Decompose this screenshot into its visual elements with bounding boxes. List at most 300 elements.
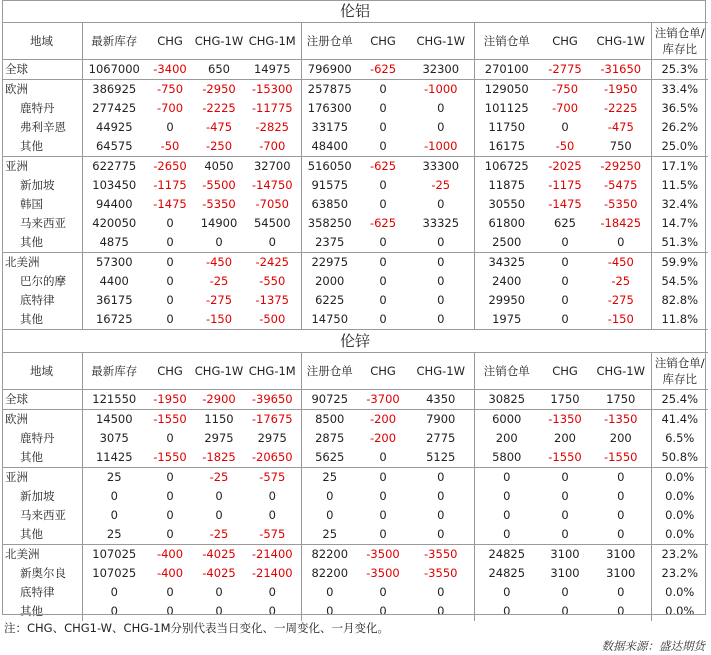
value-cell: 0 bbox=[244, 233, 301, 253]
value-cell: 0 bbox=[146, 525, 194, 545]
value-cell: -750 bbox=[551, 82, 579, 96]
value-cell: 6000 bbox=[474, 410, 539, 430]
table-row bbox=[2, 487, 708, 506]
value-cell: 16175 bbox=[474, 137, 539, 157]
value-cell: 0 bbox=[166, 431, 174, 445]
value-cell: 0 bbox=[561, 312, 569, 326]
header-row bbox=[2, 353, 708, 390]
value-cell: 200 bbox=[609, 431, 632, 445]
value-cell: 1750 bbox=[591, 390, 651, 410]
value-cell: 34325 bbox=[474, 253, 539, 273]
value-cell: 0 bbox=[166, 216, 174, 230]
value-cell: 6225 bbox=[301, 291, 358, 310]
value-cell: -3400 bbox=[146, 60, 194, 80]
value-cell: -25 bbox=[611, 274, 631, 288]
value-cell: -17675 bbox=[251, 412, 293, 426]
table-row bbox=[2, 80, 708, 100]
value-cell: 24825 bbox=[474, 545, 539, 565]
value-cell: 622775 bbox=[82, 157, 146, 177]
table-title-row bbox=[2, 330, 708, 353]
table-title: 伦铝 bbox=[2, 0, 708, 23]
region-cell: 新奥尔良 bbox=[20, 566, 66, 580]
value-cell: 33325 bbox=[422, 216, 460, 230]
value-cell: 0 bbox=[379, 312, 387, 326]
value-cell: -1350 bbox=[604, 412, 638, 426]
value-cell: -450 bbox=[205, 255, 233, 269]
value-cell: -2025 bbox=[548, 159, 582, 173]
value-cell: 516050 bbox=[301, 157, 358, 177]
value-cell: -1000 bbox=[408, 137, 474, 157]
value-cell: 0.0% bbox=[651, 506, 708, 525]
value-cell: 23.2% bbox=[651, 564, 708, 583]
value-cell: 4875 bbox=[82, 233, 146, 253]
value-cell: 0 bbox=[437, 470, 445, 484]
value-cell: 32300 bbox=[408, 60, 474, 80]
value-cell: 0 bbox=[301, 506, 358, 525]
region-cell: 全球 bbox=[2, 390, 82, 410]
value-cell: 5625 bbox=[301, 448, 358, 468]
value-cell: -200 bbox=[369, 412, 397, 426]
value-cell: 0 bbox=[194, 233, 244, 253]
value-cell: 0 bbox=[166, 508, 174, 522]
value-cell: 14750 bbox=[301, 310, 358, 330]
value-cell: 0 bbox=[437, 604, 445, 618]
value-cell: -150 bbox=[205, 312, 233, 326]
value-cell: -11775 bbox=[251, 101, 293, 115]
value-cell: 101125 bbox=[474, 99, 539, 118]
data-source: 数据来源：盛达期货 bbox=[601, 639, 705, 653]
value-cell: -1825 bbox=[194, 448, 244, 468]
column-header: CHG-1W bbox=[408, 23, 474, 60]
table-row bbox=[2, 410, 708, 430]
value-cell: 0.0% bbox=[651, 583, 708, 602]
value-cell: 0 bbox=[301, 602, 358, 621]
value-cell: 0 bbox=[379, 293, 387, 307]
region-cell: 弗利辛恩 bbox=[20, 120, 66, 134]
value-cell: -1550 bbox=[591, 448, 651, 468]
value-cell: -625 bbox=[358, 60, 408, 80]
value-cell: -1475 bbox=[153, 197, 187, 211]
value-cell: 420050 bbox=[82, 214, 146, 233]
region-cell: 马来西亚 bbox=[20, 508, 66, 522]
table-row bbox=[2, 545, 708, 565]
column-header: CHG bbox=[358, 353, 408, 390]
value-cell: 44925 bbox=[82, 118, 146, 137]
column-header: CHG-1W bbox=[194, 23, 244, 60]
value-cell: 0 bbox=[358, 137, 408, 157]
value-cell: 0 bbox=[561, 508, 569, 522]
value-cell: 0 bbox=[539, 525, 591, 545]
value-cell: 0.0% bbox=[651, 525, 708, 545]
value-cell: -25 bbox=[431, 178, 451, 192]
value-cell: 0 bbox=[379, 178, 387, 192]
column-header: 注销仓单/库存比 bbox=[651, 353, 708, 390]
table-row bbox=[2, 448, 708, 468]
value-cell: -3500 bbox=[366, 566, 400, 580]
value-cell: 650 bbox=[194, 60, 244, 80]
value-cell: -475 bbox=[205, 120, 233, 134]
value-cell: 0 bbox=[561, 489, 569, 503]
value-cell: 0 bbox=[437, 197, 445, 211]
value-cell: 32.4% bbox=[651, 195, 708, 214]
value-cell: 14.7% bbox=[651, 214, 708, 233]
value-cell: 33.4% bbox=[651, 80, 708, 100]
value-cell: 11.8% bbox=[651, 310, 708, 330]
column-header: CHG-1W bbox=[194, 353, 244, 390]
value-cell: 0 bbox=[561, 604, 569, 618]
value-cell: 0 bbox=[591, 525, 651, 545]
value-cell: -575 bbox=[244, 525, 301, 545]
value-cell: -2225 bbox=[604, 101, 638, 115]
value-cell: 0 bbox=[437, 293, 445, 307]
value-cell: 0 bbox=[166, 489, 174, 503]
value-cell: 0 bbox=[379, 255, 387, 269]
value-cell: -1175 bbox=[153, 178, 187, 192]
column-header: CHG-1W bbox=[591, 23, 651, 60]
value-cell: -50 bbox=[146, 137, 194, 157]
value-cell: -18425 bbox=[600, 216, 642, 230]
column-header: CHG-1M bbox=[244, 23, 301, 60]
value-cell: 0.0% bbox=[651, 468, 708, 488]
region-cell: 亚洲 bbox=[5, 470, 28, 484]
value-cell: 2975 bbox=[257, 431, 287, 445]
value-cell: -625 bbox=[369, 159, 397, 173]
table-row bbox=[2, 602, 708, 621]
value-cell: 17.1% bbox=[651, 157, 708, 177]
region-cell: 底特律 bbox=[20, 293, 55, 307]
value-cell: 0 bbox=[379, 508, 387, 522]
value-cell: 25.3% bbox=[651, 60, 708, 80]
table-row bbox=[2, 272, 708, 291]
value-cell: 25 bbox=[301, 525, 358, 545]
value-cell: 54500 bbox=[253, 216, 291, 230]
value-cell: 0 bbox=[474, 487, 539, 506]
value-cell: -7050 bbox=[255, 197, 289, 211]
table-row bbox=[2, 310, 708, 330]
value-cell: 0 bbox=[561, 274, 569, 288]
value-cell: 1750 bbox=[539, 390, 591, 410]
value-cell: 22975 bbox=[301, 253, 358, 273]
value-cell: 121550 bbox=[82, 390, 146, 410]
region-cell: 其他 bbox=[2, 448, 82, 468]
region-cell: 底特律 bbox=[20, 585, 55, 599]
value-cell: 0 bbox=[215, 508, 223, 522]
table-row bbox=[2, 233, 708, 253]
value-cell: 0 bbox=[474, 506, 539, 525]
value-cell: 57300 bbox=[82, 253, 146, 273]
value-cell: -21400 bbox=[251, 566, 293, 580]
table-row bbox=[2, 118, 708, 137]
value-cell: -3500 bbox=[366, 547, 400, 561]
value-cell: -1475 bbox=[548, 197, 582, 211]
value-cell: 11875 bbox=[474, 176, 539, 195]
value-cell: 0 bbox=[82, 487, 146, 506]
value-cell: -25 bbox=[209, 470, 229, 484]
table-title: 伦锌 bbox=[2, 330, 708, 353]
value-cell: 30825 bbox=[474, 390, 539, 410]
value-cell: 2500 bbox=[474, 233, 539, 253]
value-cell: 2775 bbox=[426, 431, 456, 445]
value-cell: 61800 bbox=[474, 214, 539, 233]
value-cell: 0 bbox=[408, 525, 474, 545]
value-cell: 59.9% bbox=[651, 253, 708, 273]
table-row bbox=[2, 429, 708, 448]
column-header: CHG bbox=[146, 23, 194, 60]
column-header: 最新库存 bbox=[82, 353, 146, 390]
table-row bbox=[2, 176, 708, 195]
value-cell: 11750 bbox=[474, 118, 539, 137]
region-cell: 马来西亚 bbox=[20, 216, 66, 230]
value-cell: 48400 bbox=[301, 137, 358, 157]
value-cell: -14750 bbox=[251, 178, 293, 192]
value-cell: 0 bbox=[268, 489, 276, 503]
value-cell: -1550 bbox=[146, 448, 194, 468]
value-cell: 3100 bbox=[550, 547, 580, 561]
value-cell: 29950 bbox=[474, 291, 539, 310]
region-cell: 新加坡 bbox=[20, 178, 55, 192]
value-cell: 82.8% bbox=[651, 291, 708, 310]
value-cell: 0 bbox=[561, 293, 569, 307]
value-cell: 0 bbox=[437, 101, 445, 115]
value-cell: 200 bbox=[554, 431, 576, 445]
region-cell: 鹿特丹 bbox=[20, 431, 55, 445]
value-cell: 0 bbox=[437, 508, 445, 522]
column-header: CHG bbox=[146, 353, 194, 390]
region-cell: 韩国 bbox=[20, 197, 43, 211]
region-cell: 新加坡 bbox=[20, 489, 55, 503]
table-row bbox=[2, 468, 708, 488]
value-cell: -29250 bbox=[600, 159, 642, 173]
value-cell: 0 bbox=[437, 585, 445, 599]
value-cell: -1350 bbox=[548, 412, 582, 426]
value-cell: 4350 bbox=[408, 390, 474, 410]
value-cell: 1150 bbox=[204, 412, 234, 426]
column-header: 最新库存 bbox=[82, 23, 146, 60]
value-cell: -4025 bbox=[202, 566, 236, 580]
value-cell: 103450 bbox=[82, 176, 146, 195]
value-cell: 33300 bbox=[422, 159, 460, 173]
region-cell: 其他 bbox=[2, 233, 82, 253]
value-cell: 82200 bbox=[301, 545, 358, 565]
value-cell: -3700 bbox=[358, 390, 408, 410]
value-cell: -2950 bbox=[202, 82, 236, 96]
value-cell: -575 bbox=[259, 470, 286, 484]
value-cell: 0 bbox=[561, 255, 569, 269]
value-cell: -1375 bbox=[255, 293, 289, 307]
region-cell: 亚洲 bbox=[5, 159, 28, 173]
value-cell: 0 bbox=[474, 468, 539, 488]
value-cell: 11425 bbox=[82, 448, 146, 468]
value-cell: 2875 bbox=[301, 429, 358, 448]
value-cell: -450 bbox=[607, 255, 634, 269]
value-cell: 8500 bbox=[301, 410, 358, 430]
value-cell: -250 bbox=[194, 137, 244, 157]
table-row bbox=[2, 291, 708, 310]
value-cell: -2650 bbox=[153, 159, 187, 173]
value-cell: 64575 bbox=[82, 137, 146, 157]
column-header: 注销仓单 bbox=[474, 353, 539, 390]
value-cell: -1950 bbox=[146, 390, 194, 410]
value-cell: -5350 bbox=[604, 197, 638, 211]
value-cell: -50 bbox=[539, 137, 591, 157]
value-cell: 0 bbox=[166, 274, 174, 288]
value-cell: 26.2% bbox=[651, 118, 708, 137]
value-cell: -31650 bbox=[591, 60, 651, 80]
region-cell: 全球 bbox=[2, 60, 82, 80]
value-cell: -5350 bbox=[202, 197, 236, 211]
value-cell: 0 bbox=[215, 489, 223, 503]
value-cell: 1067000 bbox=[82, 60, 146, 80]
value-cell: -2225 bbox=[202, 101, 236, 115]
column-header: CHG-1W bbox=[591, 353, 651, 390]
value-cell: 33175 bbox=[301, 118, 358, 137]
value-cell: 50.8% bbox=[651, 448, 708, 468]
value-cell: 0 bbox=[358, 233, 408, 253]
value-cell: 25 bbox=[301, 468, 358, 488]
value-cell: 750 bbox=[591, 137, 651, 157]
value-cell: 41.4% bbox=[651, 410, 708, 430]
value-cell: 2000 bbox=[301, 272, 358, 291]
value-cell: 14975 bbox=[244, 60, 301, 80]
table-row bbox=[2, 195, 708, 214]
value-cell: -700 bbox=[551, 101, 579, 115]
value-cell: 54.5% bbox=[651, 272, 708, 291]
value-cell: -15300 bbox=[251, 82, 293, 96]
value-cell: -2825 bbox=[255, 120, 289, 134]
value-cell: -275 bbox=[205, 293, 233, 307]
value-cell: 7900 bbox=[426, 412, 456, 426]
value-cell: -700 bbox=[244, 137, 301, 157]
value-cell: 14500 bbox=[82, 410, 146, 430]
region-cell: 其他 bbox=[20, 312, 43, 326]
value-cell: 0 bbox=[358, 525, 408, 545]
value-cell: 5125 bbox=[408, 448, 474, 468]
value-cell: -1550 bbox=[153, 412, 187, 426]
table-row bbox=[2, 60, 708, 80]
value-cell: 0 bbox=[268, 508, 276, 522]
value-cell: 0 bbox=[301, 487, 358, 506]
value-cell: 0 bbox=[379, 585, 387, 599]
value-cell: 0 bbox=[437, 120, 445, 134]
region-cell: 鹿特丹 bbox=[20, 101, 55, 115]
value-cell: 0 bbox=[215, 604, 223, 618]
column-header: CHG bbox=[358, 23, 408, 60]
value-cell: 0.0% bbox=[651, 602, 708, 621]
region-cell: 北美洲 bbox=[5, 255, 40, 269]
value-cell: 25.4% bbox=[651, 390, 708, 410]
value-cell: -5475 bbox=[604, 178, 638, 192]
value-cell: 11.5% bbox=[651, 176, 708, 195]
value-cell: -25 bbox=[194, 525, 244, 545]
value-cell: 4400 bbox=[82, 272, 146, 291]
table-title-row bbox=[2, 0, 708, 23]
region-cell: 巴尔的摩 bbox=[20, 274, 66, 288]
value-cell: 0 bbox=[617, 585, 625, 599]
value-cell: 277425 bbox=[82, 99, 146, 118]
value-cell: 0 bbox=[166, 470, 174, 484]
value-cell: 36175 bbox=[82, 291, 146, 310]
value-cell: 16725 bbox=[82, 310, 146, 330]
value-cell: 82200 bbox=[301, 564, 358, 583]
column-header: 注销仓单/库存比 bbox=[651, 23, 708, 60]
value-cell: 0.0% bbox=[651, 487, 708, 506]
value-cell: 0 bbox=[166, 255, 174, 269]
table-row bbox=[2, 506, 708, 525]
value-cell: 1975 bbox=[474, 310, 539, 330]
value-cell: 0 bbox=[215, 585, 223, 599]
region-cell: 欧洲 bbox=[5, 412, 28, 426]
value-cell: 0 bbox=[358, 448, 408, 468]
value-cell: 3100 bbox=[606, 566, 636, 580]
value-cell: 0 bbox=[379, 120, 387, 134]
header-row bbox=[2, 23, 708, 60]
column-header: CHG-1M bbox=[244, 353, 301, 390]
value-cell: 0 bbox=[379, 604, 387, 618]
value-cell: -475 bbox=[607, 120, 634, 134]
value-cell: 30550 bbox=[474, 195, 539, 214]
value-cell: 0 bbox=[379, 82, 387, 96]
table-row bbox=[2, 99, 708, 118]
value-cell: 0 bbox=[474, 525, 539, 545]
value-cell: 0 bbox=[617, 604, 625, 618]
value-cell: 0 bbox=[82, 506, 146, 525]
value-cell: 3100 bbox=[550, 566, 580, 580]
region-cell: 北美洲 bbox=[5, 547, 40, 561]
value-cell: 0 bbox=[561, 470, 569, 484]
value-cell: 32700 bbox=[253, 159, 291, 173]
value-cell: 25 bbox=[82, 525, 146, 545]
value-cell: 94400 bbox=[82, 195, 146, 214]
value-cell: 2975 bbox=[204, 431, 234, 445]
value-cell: 2375 bbox=[301, 233, 358, 253]
table-row bbox=[2, 564, 708, 583]
value-cell: -400 bbox=[156, 547, 184, 561]
value-cell: 0 bbox=[268, 585, 276, 599]
value-cell: 106725 bbox=[474, 157, 539, 177]
value-cell: 3075 bbox=[82, 429, 146, 448]
value-cell: 14900 bbox=[200, 216, 238, 230]
value-cell: -20650 bbox=[244, 448, 301, 468]
region-cell: 欧洲 bbox=[5, 82, 28, 96]
region-cell: 其他 bbox=[20, 604, 43, 618]
value-cell: 0 bbox=[437, 255, 445, 269]
value-cell: 0 bbox=[166, 585, 174, 599]
value-cell: -625 bbox=[369, 216, 397, 230]
value-cell: 0 bbox=[561, 120, 569, 134]
value-cell: 0 bbox=[379, 274, 387, 288]
value-cell: 0 bbox=[437, 312, 445, 326]
value-cell: 0 bbox=[301, 583, 358, 602]
footnote: 注：CHG、CHG1-W、CHG-1M分别代表当日变化、一周变化、一月变化。 bbox=[4, 621, 390, 635]
value-cell: 36.5% bbox=[651, 99, 708, 118]
value-cell: 0 bbox=[166, 293, 174, 307]
value-cell: -1000 bbox=[424, 82, 458, 96]
value-cell: 0 bbox=[437, 274, 445, 288]
value-cell: -1950 bbox=[604, 82, 638, 96]
value-cell: 91575 bbox=[301, 176, 358, 195]
value-cell: 0 bbox=[166, 120, 174, 134]
value-cell: -400 bbox=[156, 566, 184, 580]
value-cell: -700 bbox=[156, 101, 184, 115]
value-cell: -750 bbox=[156, 82, 184, 96]
value-cell: 0 bbox=[146, 233, 194, 253]
value-cell: 0 bbox=[561, 585, 569, 599]
value-cell: 0 bbox=[408, 233, 474, 253]
value-cell: 0 bbox=[437, 489, 445, 503]
value-cell: 0 bbox=[82, 602, 146, 621]
table-row bbox=[2, 253, 708, 273]
table-row bbox=[2, 390, 708, 410]
